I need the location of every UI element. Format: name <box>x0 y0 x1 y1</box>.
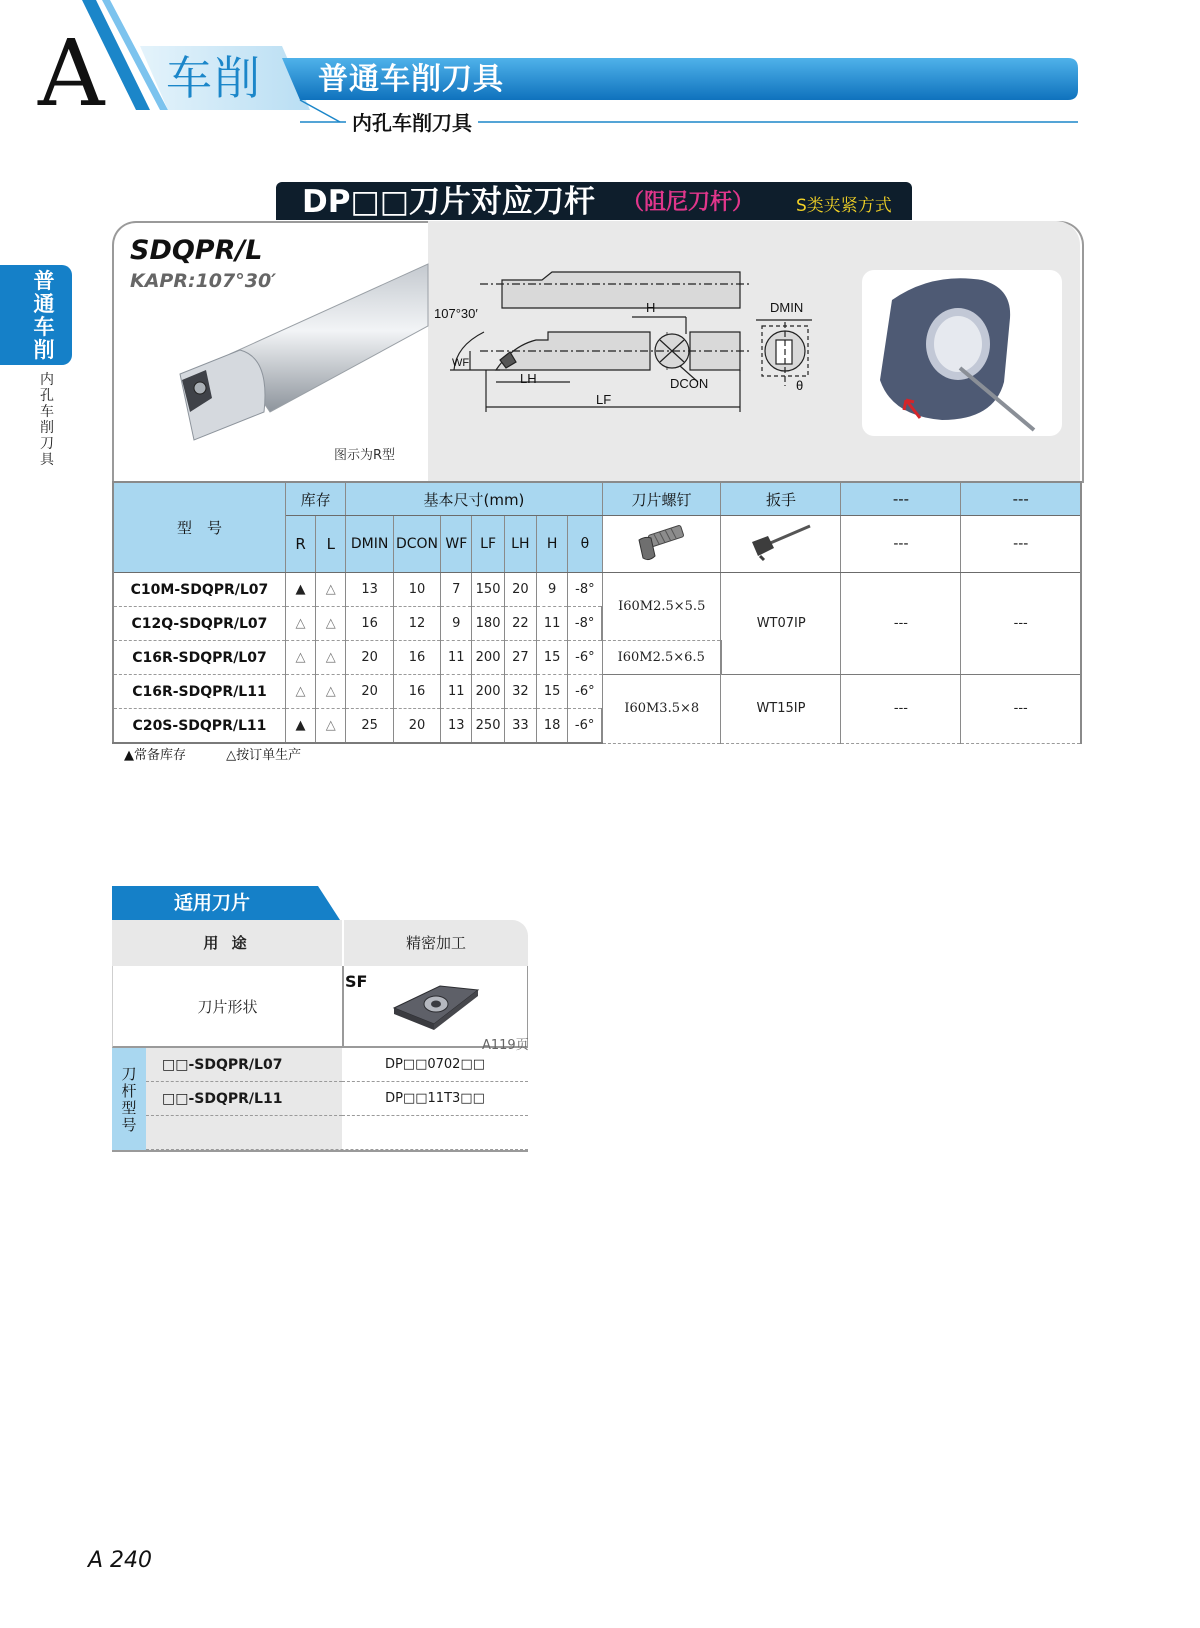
section-letter: A <box>38 20 105 127</box>
stock-r-cell: △ <box>285 675 315 709</box>
shape-image-cell <box>342 966 528 1048</box>
h-cell: 15 <box>536 675 567 709</box>
model-cell: C16R-SDQPR/L07 <box>113 641 285 675</box>
dcon-cell: 16 <box>393 641 440 675</box>
theta-header: θ <box>568 516 602 573</box>
wrench-icon <box>746 522 816 562</box>
dmin-cell: 20 <box>346 675 393 709</box>
lf-cell: 200 <box>472 675 504 709</box>
model-cell: C20S-SDQPR/L11 <box>113 709 285 744</box>
clamp-type: S类夹紧方式 <box>796 196 892 216</box>
image-note: 图示为R型 <box>334 448 396 463</box>
screw-header: 刀片螺钉 <box>602 482 721 516</box>
insert-icon <box>344 966 530 1046</box>
theta-cell: -6° <box>568 675 602 709</box>
stock-r-cell: △ <box>285 607 315 641</box>
holder-side-label: 刀杆型号 <box>121 1065 137 1134</box>
h-cell: 11 <box>536 607 567 641</box>
model-cell: C16R-SDQPR/L11 <box>113 675 285 709</box>
wrench-cell: WT07IP <box>721 573 841 675</box>
use-label: 用 途 <box>112 920 342 966</box>
wf-cell: 11 <box>441 675 472 709</box>
dmin-cell: 13 <box>346 573 393 607</box>
lh-header: LH <box>504 516 536 573</box>
dcon-cell: 12 <box>393 607 440 641</box>
screw-cell: I60M2.5×5.5 <box>602 573 721 641</box>
inserts-bottom-rule <box>112 1150 528 1152</box>
extra1-cell: --- <box>841 573 961 675</box>
extra2-header: --- <box>961 482 1081 516</box>
lh-cell: 20 <box>504 573 536 607</box>
stock-l-cell: △ <box>316 675 346 709</box>
angle-label: 107°30′ <box>434 306 478 321</box>
stock-legend <box>124 748 337 764</box>
lf-cell: 200 <box>472 641 504 675</box>
lh-label: LH <box>520 371 537 386</box>
shape-code: SF <box>345 972 368 991</box>
spec-table <box>112 481 1082 744</box>
stock-l-cell: △ <box>316 641 346 675</box>
theta-cell: -6° <box>568 641 602 675</box>
holder-model: □□-SDQPR/L11 <box>146 1082 342 1116</box>
lf-cell: 180 <box>472 607 504 641</box>
dmin-cell: 16 <box>346 607 393 641</box>
wf-label: WF <box>452 357 470 369</box>
wrench-cell: WT15IP <box>721 675 841 744</box>
dmin-label: DMIN <box>770 300 804 315</box>
screw-image-cell <box>602 516 721 573</box>
theta-cell: -8° <box>568 607 602 641</box>
legend-order: △按订单生产 <box>226 748 302 763</box>
extra2-cell: --- <box>961 573 1081 675</box>
stock-l-cell: △ <box>316 573 346 607</box>
theta-label: θ <box>796 378 804 393</box>
theta-cell: -8° <box>568 573 602 607</box>
stock-r-cell: ▲ <box>285 709 315 744</box>
insert-model: DP□□0702□□ <box>342 1048 528 1082</box>
product-title-note: （阻尼刀杆） <box>622 190 755 215</box>
dcon-label: DCON <box>670 376 709 391</box>
model-cell: C12Q-SDQPR/L07 <box>113 607 285 641</box>
lf-cell: 250 <box>472 709 504 744</box>
lh-cell: 27 <box>504 641 536 675</box>
screw-cell: I60M2.5×6.5 <box>602 641 721 675</box>
category-label: 车削 <box>166 51 262 105</box>
stock-l-header: L <box>316 516 346 573</box>
extra1-header: --- <box>841 482 961 516</box>
stock-l-cell: △ <box>316 607 346 641</box>
banner-title: 普通车削刀具 <box>318 62 504 97</box>
theta-cell: -6° <box>568 709 602 744</box>
table-row <box>113 573 1081 607</box>
product-title: DP□□刀片对应刀杆 <box>302 184 596 220</box>
stock-r-cell: △ <box>285 641 315 675</box>
wf-cell: 7 <box>441 573 472 607</box>
dmin-cell: 20 <box>346 641 393 675</box>
side-tab-sublabel: 内孔车削刀具 <box>40 372 54 468</box>
h-cell: 9 <box>536 573 567 607</box>
dmin-cell: 25 <box>346 709 393 744</box>
h-cell: 15 <box>536 641 567 675</box>
stock-r-cell: ▲ <box>285 573 315 607</box>
legend-stock: ▲常备库存 <box>124 748 186 763</box>
model-name: SDQPR/L <box>130 235 263 266</box>
lf-cell: 150 <box>472 573 504 607</box>
page-number: A 240 <box>88 1548 153 1573</box>
wf-cell: 11 <box>441 641 472 675</box>
dcon-header: DCON <box>393 516 440 573</box>
h-label: H <box>646 300 656 315</box>
lh-cell: 22 <box>504 607 536 641</box>
stock-l-cell: △ <box>316 709 346 744</box>
empty-row <box>146 1116 528 1150</box>
dimension-drawing <box>434 262 860 432</box>
page-reference: A119页 <box>482 1038 529 1053</box>
screw-icon <box>631 522 691 562</box>
model-cell: C10M-SDQPR/L07 <box>113 573 285 607</box>
wrench-image-cell <box>721 516 841 573</box>
stock-header: 库存 <box>285 482 345 516</box>
model-header: 型 号 <box>113 482 285 573</box>
extra1-cell: --- <box>841 675 961 744</box>
shape-label: 刀片形状 <box>112 966 342 1048</box>
stock-r-header: R <box>285 516 315 573</box>
use-value: 精密加工 <box>342 920 528 966</box>
dcon-cell: 16 <box>393 675 440 709</box>
wrench-header: 扳手 <box>721 482 841 516</box>
wf-header: WF <box>441 516 472 573</box>
subcategory-label: 内孔车削刀具 <box>346 110 478 136</box>
h-header: H <box>536 516 567 573</box>
extra2-subheader: --- <box>961 516 1081 573</box>
table-row <box>113 675 1081 709</box>
wf-cell: 13 <box>441 709 472 744</box>
insert-model: DP□□11T3□□ <box>342 1082 528 1116</box>
extra1-subheader: --- <box>841 516 961 573</box>
inserts-tab-label: 适用刀片 <box>174 892 251 914</box>
lf-label: LF <box>596 392 612 407</box>
dcon-cell: 20 <box>393 709 440 744</box>
wf-cell: 9 <box>441 607 472 641</box>
h-cell: 18 <box>536 709 567 744</box>
dims-header: 基本尺寸(mm) <box>346 482 602 516</box>
extra2-cell: --- <box>961 675 1081 744</box>
lf-header: LF <box>472 516 504 573</box>
lh-cell: 32 <box>504 675 536 709</box>
side-tab-label: 普通车削 <box>33 269 55 362</box>
screw-cell: I60M3.5×8 <box>602 675 721 744</box>
kapr-angle: KAPR:107°30′ <box>130 270 277 292</box>
boring-photo-image <box>862 270 1062 436</box>
holder-model: □□-SDQPR/L07 <box>146 1048 342 1082</box>
lh-cell: 33 <box>504 709 536 744</box>
dmin-header: DMIN <box>346 516 393 573</box>
dcon-cell: 10 <box>393 573 440 607</box>
